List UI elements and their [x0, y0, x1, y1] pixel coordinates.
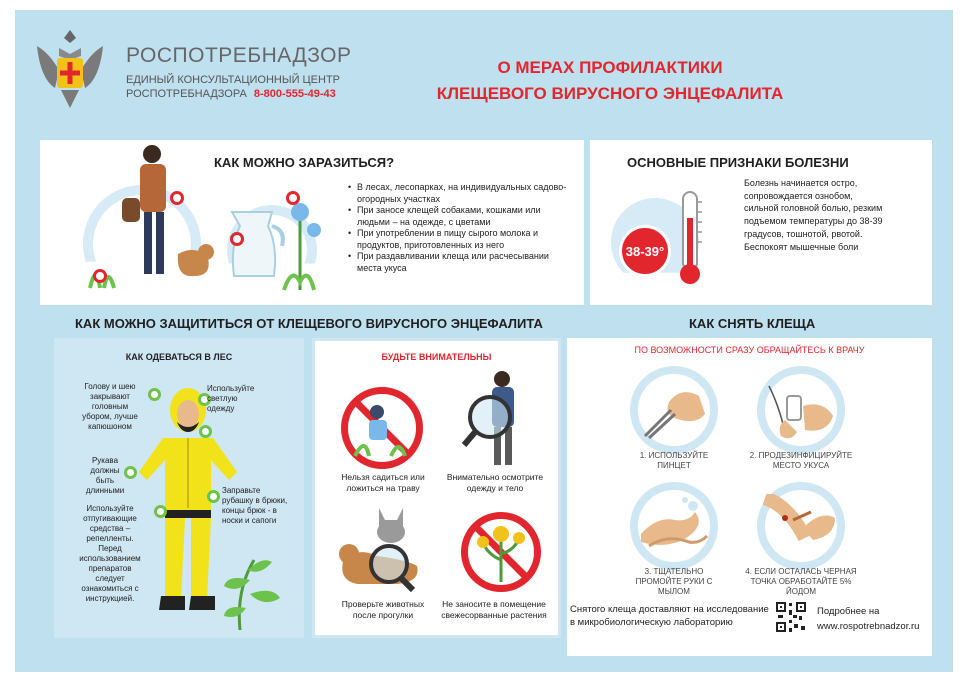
infection-list	[348, 182, 576, 274]
dress-sleeves-note: Рукава должны быть длинными	[85, 456, 125, 495]
tweezers-icon	[637, 376, 711, 446]
temperature-value: 38-39°	[625, 243, 665, 259]
careful-c3: Проверьте животных после прогулки	[341, 599, 425, 620]
suit-marker	[207, 490, 220, 503]
infection-marker	[170, 191, 184, 205]
iodine-icon	[763, 494, 839, 558]
suit-marker	[199, 425, 212, 438]
flowers-illustration	[471, 520, 531, 584]
center-line1: ЕДИНЫЙ КОНСУЛЬТАЦИОННЫЙ ЦЕНТР	[126, 74, 341, 86]
careful-c2: Внимательно осмотрите одежду и тело	[446, 472, 544, 493]
center-line2	[126, 88, 336, 100]
disinfect-icon	[763, 376, 839, 446]
careful-c4: Не заносите в помещение свежесорванные растения	[441, 599, 547, 620]
infection-marker	[93, 269, 107, 283]
page-title-line1: О МЕРАХ ПРОФИЛАКТИКИ	[497, 58, 723, 77]
dog-cat-check-icon	[333, 502, 433, 594]
remove-heading: КАК СНЯТЬ КЛЕЩА	[689, 316, 816, 331]
list-item: • При раздавливании клеща или расчесывании места укуса	[348, 251, 576, 274]
website-link[interactable]: www.rospotrebnadzor.ru	[817, 621, 920, 632]
remove-subheading: ПО ВОЗМОЖНОСТИ СРАЗУ ОБРАЩАЙТЕСЬ К ВРАЧУ	[634, 345, 865, 355]
remove-step3: 3. ТЩАТЕЛЬНО ПРОМОЙТЕ РУКИ С МЫЛОМ	[635, 567, 713, 596]
remove-step4: 4. ЕСЛИ ОСТАЛАСЬ ЧЕРНАЯ ТОЧКА ОБРАБОТАЙТЕ 5% ЙОДОМ	[745, 567, 857, 596]
lab-note: Снятого клеща доставляют на исследование в микробиологическую лабораторию	[570, 604, 769, 628]
poster	[15, 10, 953, 672]
hotline-phone: 8-800-555-49-43	[253, 88, 336, 100]
thermometer-icon	[675, 188, 705, 288]
person-grass-illustration	[351, 396, 413, 458]
suit-marker	[148, 388, 161, 401]
qr-code-icon	[774, 600, 808, 634]
dress-head-note: Голову и шею закрывают головным убором, лучше капюшоном	[82, 382, 138, 431]
temperature-badge	[619, 225, 671, 277]
dress-heading: КАК ОДЕВАТЬСЯ В ЛЕС	[125, 352, 233, 362]
remove-step1: 1. ИСПОЛЬЗУЙТЕ ПИНЦЕТ	[639, 451, 709, 470]
wash-hands-icon	[637, 494, 711, 558]
careful-heading: БУДЬТЕ ВНИМАТЕЛЬНЫ	[381, 352, 492, 362]
list-item: • В лесах, лесопарках, на индивидуальных садово-огородных участках	[348, 182, 576, 205]
dress-light-note: Используйте светлую одежду	[207, 384, 255, 413]
org-name: РОСПОТРЕБНАДЗОР	[126, 44, 352, 67]
page-title-line2: КЛЕЩЕВОГО ВИРУСНОГО ЭНЦЕФАЛИТА	[436, 84, 784, 103]
remove-step2: 2. ПРОДЕЗИНФИЦИРУЙТЕ МЕСТО УКУСА	[749, 451, 853, 470]
symptoms-heading: ОСНОВНЫЕ ПРИЗНАКИ БОЛЕЗНИ	[627, 155, 849, 170]
list-item: • При заносе клещей собаками, кошками или людьми – на одежде, с цветами	[348, 205, 576, 228]
infection-marker	[286, 191, 300, 205]
dress-tuck-note: Заправьте рубашку в брюки, концы брюк - в носки и сапоги	[222, 486, 288, 525]
more-label: Подробнее на	[817, 606, 880, 617]
careful-c1: Нельзя садиться или ложиться на траву	[341, 472, 425, 493]
infection-marker	[230, 232, 244, 246]
dress-repellent-note: Используйте отпугивающие средства – репелленты. Перед использованием препаратов следует ознакомиться с инструкцией.	[79, 504, 141, 603]
symptoms-text: Болезнь начинается остро, сопровождается ознобом, сильной головной болью, резким подъемом температуры до 38-39 градусов, тошнотой, рвотой. Беспокоят мышечные боли	[744, 178, 883, 252]
protect-heading: КАК МОЖНО ЗАЩИТИТЬСЯ ОТ КЛЕЩЕВОГО ВИРУСНОГО ЭНЦЕФАЛИТА	[75, 316, 543, 331]
infection-heading: КАК МОЖНО ЗАРАЗИТЬСЯ?	[214, 155, 395, 170]
center-line2-text: РОСПОТРЕБНАДЗОРА	[126, 88, 247, 100]
suit-marker	[154, 505, 167, 518]
magnifier-inspection-icon	[462, 365, 537, 470]
emblem-eagle-icon	[33, 26, 107, 114]
leaves-illustration	[220, 550, 295, 630]
list-item: • При употреблении в пищу сырого молока и продуктов, приготовленных из него	[348, 228, 576, 251]
